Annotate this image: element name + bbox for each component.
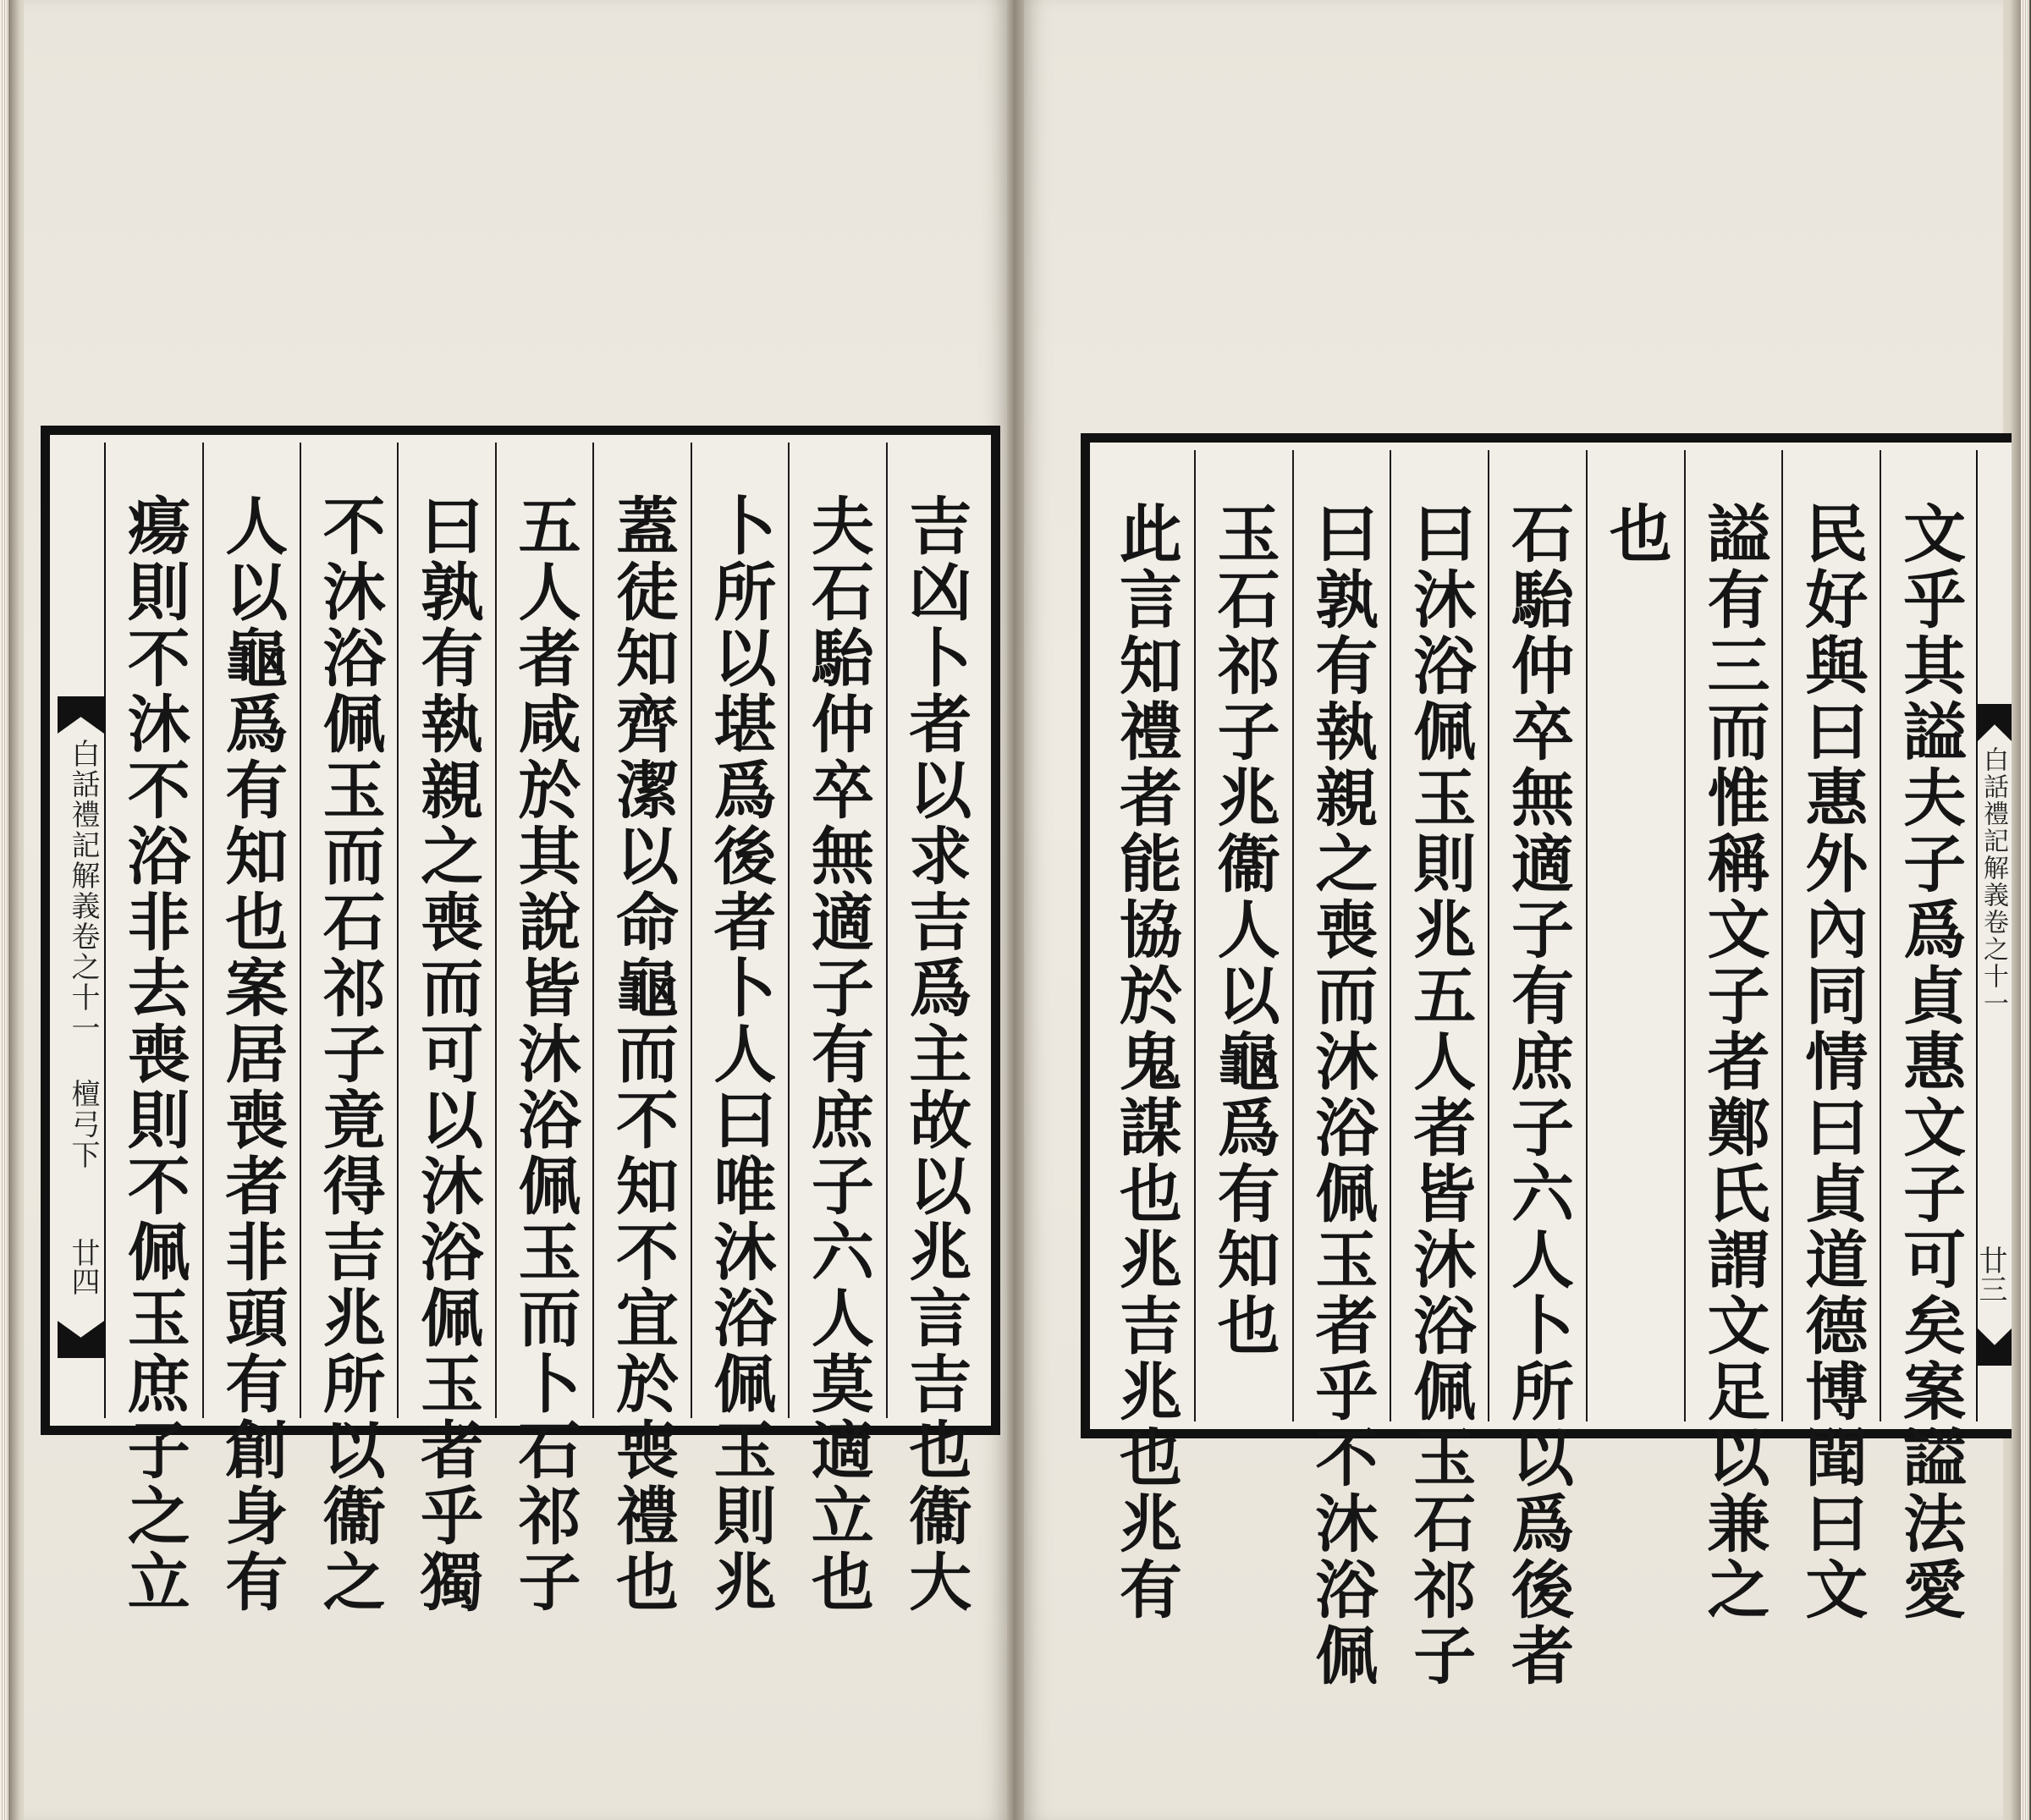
column-text: 瘍則不沐不浴非去喪則不佩玉庶子之立 [117, 493, 190, 1615]
column-text: 吉凶卜者以求吉爲主故以兆言吉也衞大 [899, 493, 972, 1615]
column-text: 石駘仲卒無適子有庶子六人卜所以爲後者 [1500, 501, 1574, 1689]
column-text: 玉石祁子兆衞人以龜爲有知也 [1207, 501, 1280, 1359]
column-text: 此言知禮者能協於鬼謀也兆吉兆也兆有 [1109, 501, 1182, 1623]
text-column [788, 443, 885, 1615]
column-text: 也 [1599, 501, 1672, 567]
right-text-columns [1098, 450, 1978, 1689]
text-column [1194, 450, 1292, 1421]
right-margin-column [1973, 450, 2012, 1421]
text-column [106, 443, 201, 1615]
text-column [886, 443, 983, 1615]
left-page-number: 廿四 [66, 1238, 100, 1295]
text-column [1488, 450, 1586, 1689]
text-column [1098, 450, 1194, 1623]
left-page-frame [41, 426, 1000, 1615]
right-page-number: 廿三 [1973, 1245, 2007, 1303]
column-text: 夫石駘仲卒無適子有庶子六人莫適立也 [801, 493, 874, 1615]
left-margin-column [58, 443, 106, 1418]
text-column [1390, 450, 1488, 1689]
text-column [1586, 450, 1684, 1421]
left-text-columns [106, 443, 983, 1615]
text-column [397, 443, 494, 1615]
column-text: 曰沐浴佩玉則兆五人者皆沐浴佩玉石祁子 [1403, 501, 1477, 1689]
column-text: 五人者咸於其說皆沐浴佩玉而卜石祁子 [508, 493, 581, 1615]
text-column [592, 443, 690, 1615]
text-column [300, 443, 397, 1615]
column-text: 卜所以堪爲後者卜人曰唯沐浴佩玉則兆 [703, 493, 777, 1615]
text-column [1781, 450, 1880, 1623]
text-column [1880, 450, 1978, 1623]
right-margin-title: 白話禮記解義卷之十一 [1979, 746, 2008, 1017]
left-page-edges [0, 0, 8, 1820]
column-text: 曰孰有執親之喪而可以沐浴佩玉者乎獨 [410, 493, 484, 1615]
fish-tail-top-icon [1978, 704, 2012, 741]
right-page-frame [1081, 433, 2012, 1689]
text-column [691, 443, 788, 1615]
fish-tail-top-icon [58, 696, 104, 734]
column-text: 文乎其謚夫子爲貞惠文子可矣案謚法愛 [1893, 501, 1967, 1623]
right-page-edges [2021, 0, 2029, 1820]
fish-tail-bottom-icon [58, 1321, 104, 1358]
column-text: 不沐浴佩玉而石祁子竟得吉兆所以衞之 [312, 493, 386, 1615]
column-text: 蓋徒知齊潔以命龜而不知不宜於喪禮也 [605, 493, 679, 1615]
text-column [1292, 450, 1390, 1689]
column-text: 曰孰有執親之喪而沐浴佩玉者乎不沐浴佩 [1305, 501, 1379, 1689]
fish-tail-bottom-icon [1978, 1328, 2012, 1366]
text-column [202, 443, 300, 1615]
column-text: 民好與曰惠外內同情曰貞道德博聞曰文 [1795, 501, 1869, 1623]
left-margin-title: 白話禮記解義卷之十一 檀弓下 [66, 739, 100, 1170]
column-text: 人以龜爲有知也案居喪者非頭有創身有 [215, 493, 289, 1615]
book-gutter [1007, 0, 1024, 1820]
text-column [1684, 450, 1782, 1623]
column-text: 謚有三而惟稱文子者鄭氏謂文足以兼之 [1697, 501, 1770, 1623]
text-column [495, 443, 592, 1615]
